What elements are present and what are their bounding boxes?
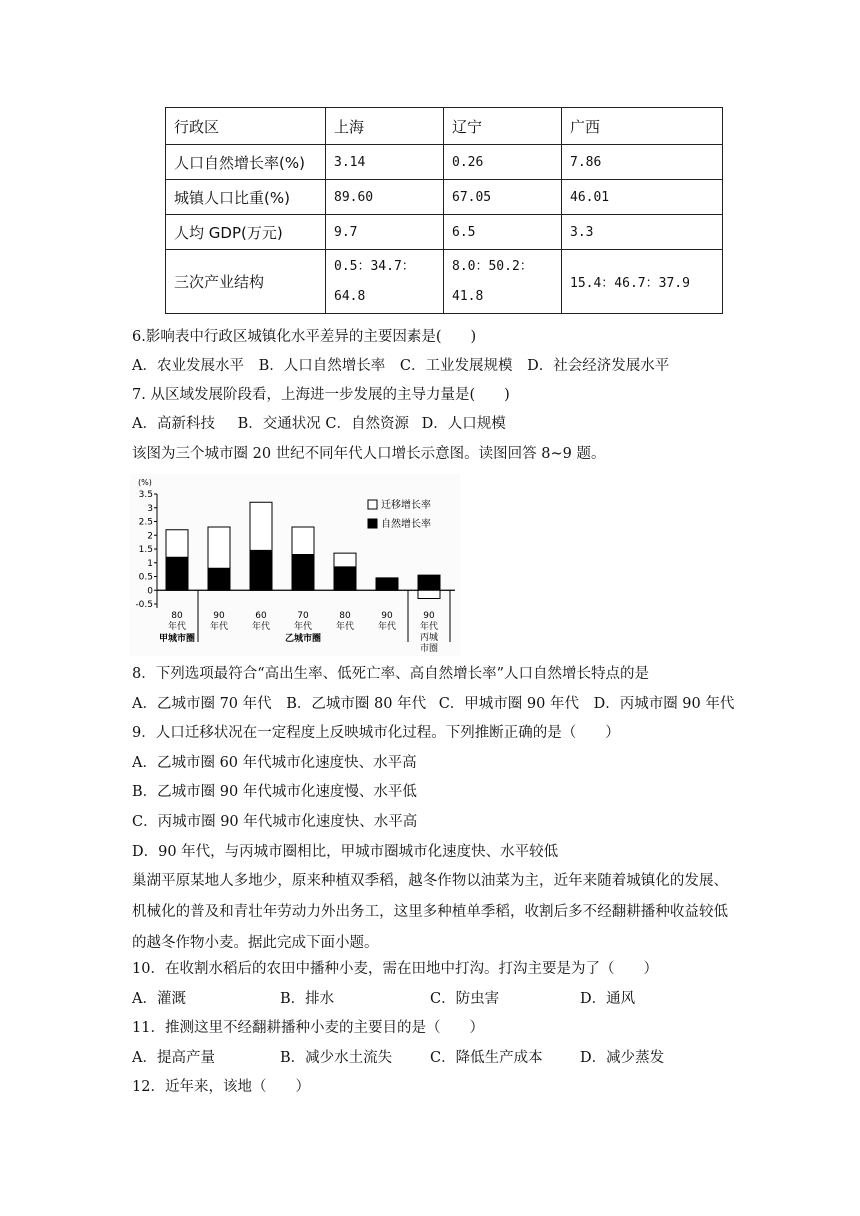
table-cell: 89.60 bbox=[326, 180, 444, 215]
y-tick-label: 3.5 bbox=[138, 490, 153, 500]
intro-text: 该图为三个城市圈 20 世纪不同年代人口增长示意图。读图回答 8~9 题。 bbox=[132, 446, 606, 462]
row-label: 城镇人口比重(%) bbox=[166, 180, 326, 215]
question-10-option-a: A．灌溉 bbox=[132, 991, 186, 1007]
bar-natural-growth bbox=[334, 567, 356, 590]
x-tick-label-decade: 80 bbox=[171, 611, 183, 621]
y-tick-label: 1 bbox=[147, 558, 153, 569]
cell-line: 41.8 bbox=[452, 288, 484, 304]
table-header-cell: 广西 bbox=[562, 108, 723, 145]
question-11-option-b: B．减少水土流失 bbox=[280, 1050, 393, 1066]
group-label-a: 甲城市圈 bbox=[158, 634, 196, 644]
legend-label-migration: 迁移增长率 bbox=[381, 500, 431, 511]
table-row bbox=[166, 250, 723, 314]
legend-swatch-migration bbox=[368, 500, 377, 509]
bar-natural-growth bbox=[250, 550, 272, 590]
cell-line: 8.0：50.2： bbox=[452, 258, 533, 274]
y-tick-label: 0.5 bbox=[138, 572, 153, 583]
y-axis-label: (%) bbox=[138, 478, 152, 487]
question-6-options bbox=[132, 356, 669, 376]
y-tick-label: 2.5 bbox=[138, 517, 153, 528]
bar-migration-growth bbox=[166, 530, 188, 558]
bar-natural-growth bbox=[418, 575, 440, 590]
option-c: C．甲城市圈 90 年代 bbox=[438, 696, 579, 712]
group-label-c-line1: 丙城 bbox=[419, 633, 439, 643]
bar-natural-growth bbox=[166, 557, 188, 590]
bar-migration-growth bbox=[418, 590, 440, 598]
question-7-options bbox=[132, 414, 506, 434]
table-row bbox=[166, 180, 723, 215]
table-cell bbox=[326, 250, 444, 314]
x-tick-label-decade: 70 bbox=[297, 611, 309, 621]
option-d: D．丙城市圈 90 年代 bbox=[593, 696, 735, 712]
question-10-stem: 10．在收割水稻后的农田中播种小麦，需在田地中打沟。打沟主要是为了（ ） bbox=[132, 961, 658, 977]
group-label-b: 乙城市圈 bbox=[284, 634, 322, 644]
table-cell: 9.7 bbox=[326, 215, 444, 250]
option-d: D．社会经济发展水平 bbox=[527, 358, 670, 374]
x-tick-label-unit: 年代 bbox=[335, 622, 355, 632]
y-tick-label: 0 bbox=[147, 586, 153, 597]
question-9-option-a: A．乙城市圈 60 年代城市化速度快、水平高 bbox=[132, 755, 417, 771]
x-tick-label-unit: 年代 bbox=[377, 622, 397, 632]
x-tick-label-unit: 年代 bbox=[167, 622, 187, 632]
row-label: 人均 GDP(万元) bbox=[166, 215, 326, 250]
cell-line: 15.4：46.7：37.9 bbox=[570, 276, 690, 291]
question-9-stem: 9．人口迁移状况在一定程度上反映城市化过程。下列推断正确的是（ ） bbox=[132, 725, 620, 741]
question-7-stem: 7. 从区域发展阶段看，上海进一步发展的主导力量是( ) bbox=[132, 387, 510, 403]
x-tick-label-decade: 90 bbox=[423, 611, 435, 621]
group-label-c-line2: 市圈 bbox=[419, 644, 439, 654]
table-header-row bbox=[166, 108, 723, 145]
y-tick-label: 1.5 bbox=[138, 545, 153, 555]
region-table bbox=[165, 107, 723, 314]
question-9-option-c: C．丙城市圈 90 年代城市化速度快、水平高 bbox=[132, 814, 418, 830]
bar-natural-growth bbox=[292, 555, 314, 591]
y-tick-label: -0.5 bbox=[135, 600, 153, 610]
x-tick-label-decade: 90 bbox=[381, 611, 393, 621]
table-cell bbox=[562, 250, 723, 314]
reading-passage: 巢湖平原某地人多地少，原来种植双季稻，越冬作物以油菜为主，近年来随着城镇化的发展、机械化的普及和青壮年劳动力外出务工，这里多种植单季稻，收割后多不经翻耕播种收益较低的越冬作物小麦。据此完成下面小题。 bbox=[132, 873, 728, 951]
x-tick-label-decade: 60 bbox=[255, 611, 267, 621]
bar-natural-growth bbox=[208, 568, 230, 590]
option-a: A．农业发展水平 bbox=[132, 358, 244, 374]
table-cell: 7.86 bbox=[562, 145, 723, 180]
question-8-stem: 8．下列选项最符合“高出生率、低死亡率、高自然增长率”人口自然增长特点的是 bbox=[132, 666, 650, 682]
y-tick-label: 2 bbox=[147, 531, 153, 542]
table-cell bbox=[444, 250, 562, 314]
row-label: 三次产业结构 bbox=[166, 250, 326, 314]
table-cell: 3.3 bbox=[562, 215, 723, 250]
question-9-option-b: B．乙城市圈 90 年代城市化速度慢、水平低 bbox=[132, 784, 417, 800]
table-cell: 0.26 bbox=[444, 145, 562, 180]
option-c: C．工业发展规模 bbox=[399, 358, 513, 374]
x-tick-label-unit: 年代 bbox=[209, 622, 229, 632]
row-label: 人口自然增长率(%) bbox=[166, 145, 326, 180]
x-tick-label-unit: 年代 bbox=[293, 622, 313, 632]
bar-migration-growth bbox=[250, 502, 272, 550]
x-tick-label-decade: 80 bbox=[339, 611, 351, 621]
cell-line: 0.5：34.7： bbox=[334, 258, 415, 274]
x-tick-label-unit: 年代 bbox=[419, 622, 439, 632]
table-row bbox=[166, 145, 723, 180]
bar-migration-growth bbox=[334, 553, 356, 567]
question-10-option-b: B．排水 bbox=[280, 991, 335, 1007]
y-tick-label: 3 bbox=[147, 503, 153, 514]
option-d: D．人口规模 bbox=[421, 416, 506, 432]
x-tick-label-unit: 年代 bbox=[251, 622, 271, 632]
option-b: B．交通状况 C．自然资源 bbox=[237, 416, 409, 432]
table-header-cell: 辽宁 bbox=[444, 108, 562, 145]
bar-natural-growth bbox=[376, 578, 398, 590]
x-tick-label-decade: 90 bbox=[213, 611, 225, 621]
option-a: A．高新科技 bbox=[132, 416, 215, 432]
chart-svg bbox=[130, 474, 460, 656]
table-cell: 3.14 bbox=[326, 145, 444, 180]
question-12-stem: 12．近年来，该地（ ） bbox=[132, 1079, 310, 1095]
table-header-cell: 行政区 bbox=[166, 108, 326, 145]
option-b: B．人口自然增长率 bbox=[258, 358, 386, 374]
cell-line: 64.8 bbox=[334, 288, 366, 304]
question-10-option-c: C．防虫害 bbox=[430, 991, 500, 1007]
question-11-option-c: C．降低生产成本 bbox=[430, 1050, 543, 1066]
table-cell: 46.01 bbox=[562, 180, 723, 215]
population-growth-chart bbox=[130, 474, 460, 656]
bar-migration-growth bbox=[208, 527, 230, 568]
question-11-stem: 11．推测这里不经翻耕播种小麦的主要目的是（ ） bbox=[132, 1020, 484, 1036]
table-cell: 67.05 bbox=[444, 180, 562, 215]
question-11-option-a: A．提高产量 bbox=[132, 1050, 215, 1066]
table-cell: 6.5 bbox=[444, 215, 562, 250]
question-10-option-d: D．通风 bbox=[580, 991, 636, 1007]
option-b: B．乙城市圈 80 年代 bbox=[286, 696, 427, 712]
legend-swatch-natural bbox=[368, 519, 377, 528]
question-11-option-d: D．减少蒸发 bbox=[580, 1050, 665, 1066]
question-6-stem: 6.影响表中行政区城镇化水平差异的主要因素是( ) bbox=[132, 329, 477, 345]
table-row bbox=[166, 215, 723, 250]
table-header-cell: 上海 bbox=[326, 108, 444, 145]
question-8-options bbox=[132, 694, 734, 714]
question-9-option-d: D．90 年代，与丙城市圈相比，甲城市圈城市化速度快、水平较低 bbox=[132, 844, 559, 860]
bar-migration-growth bbox=[292, 527, 314, 555]
legend-label-natural: 自然增长率 bbox=[381, 519, 431, 530]
option-a: A．乙城市圈 70 年代 bbox=[132, 696, 272, 712]
